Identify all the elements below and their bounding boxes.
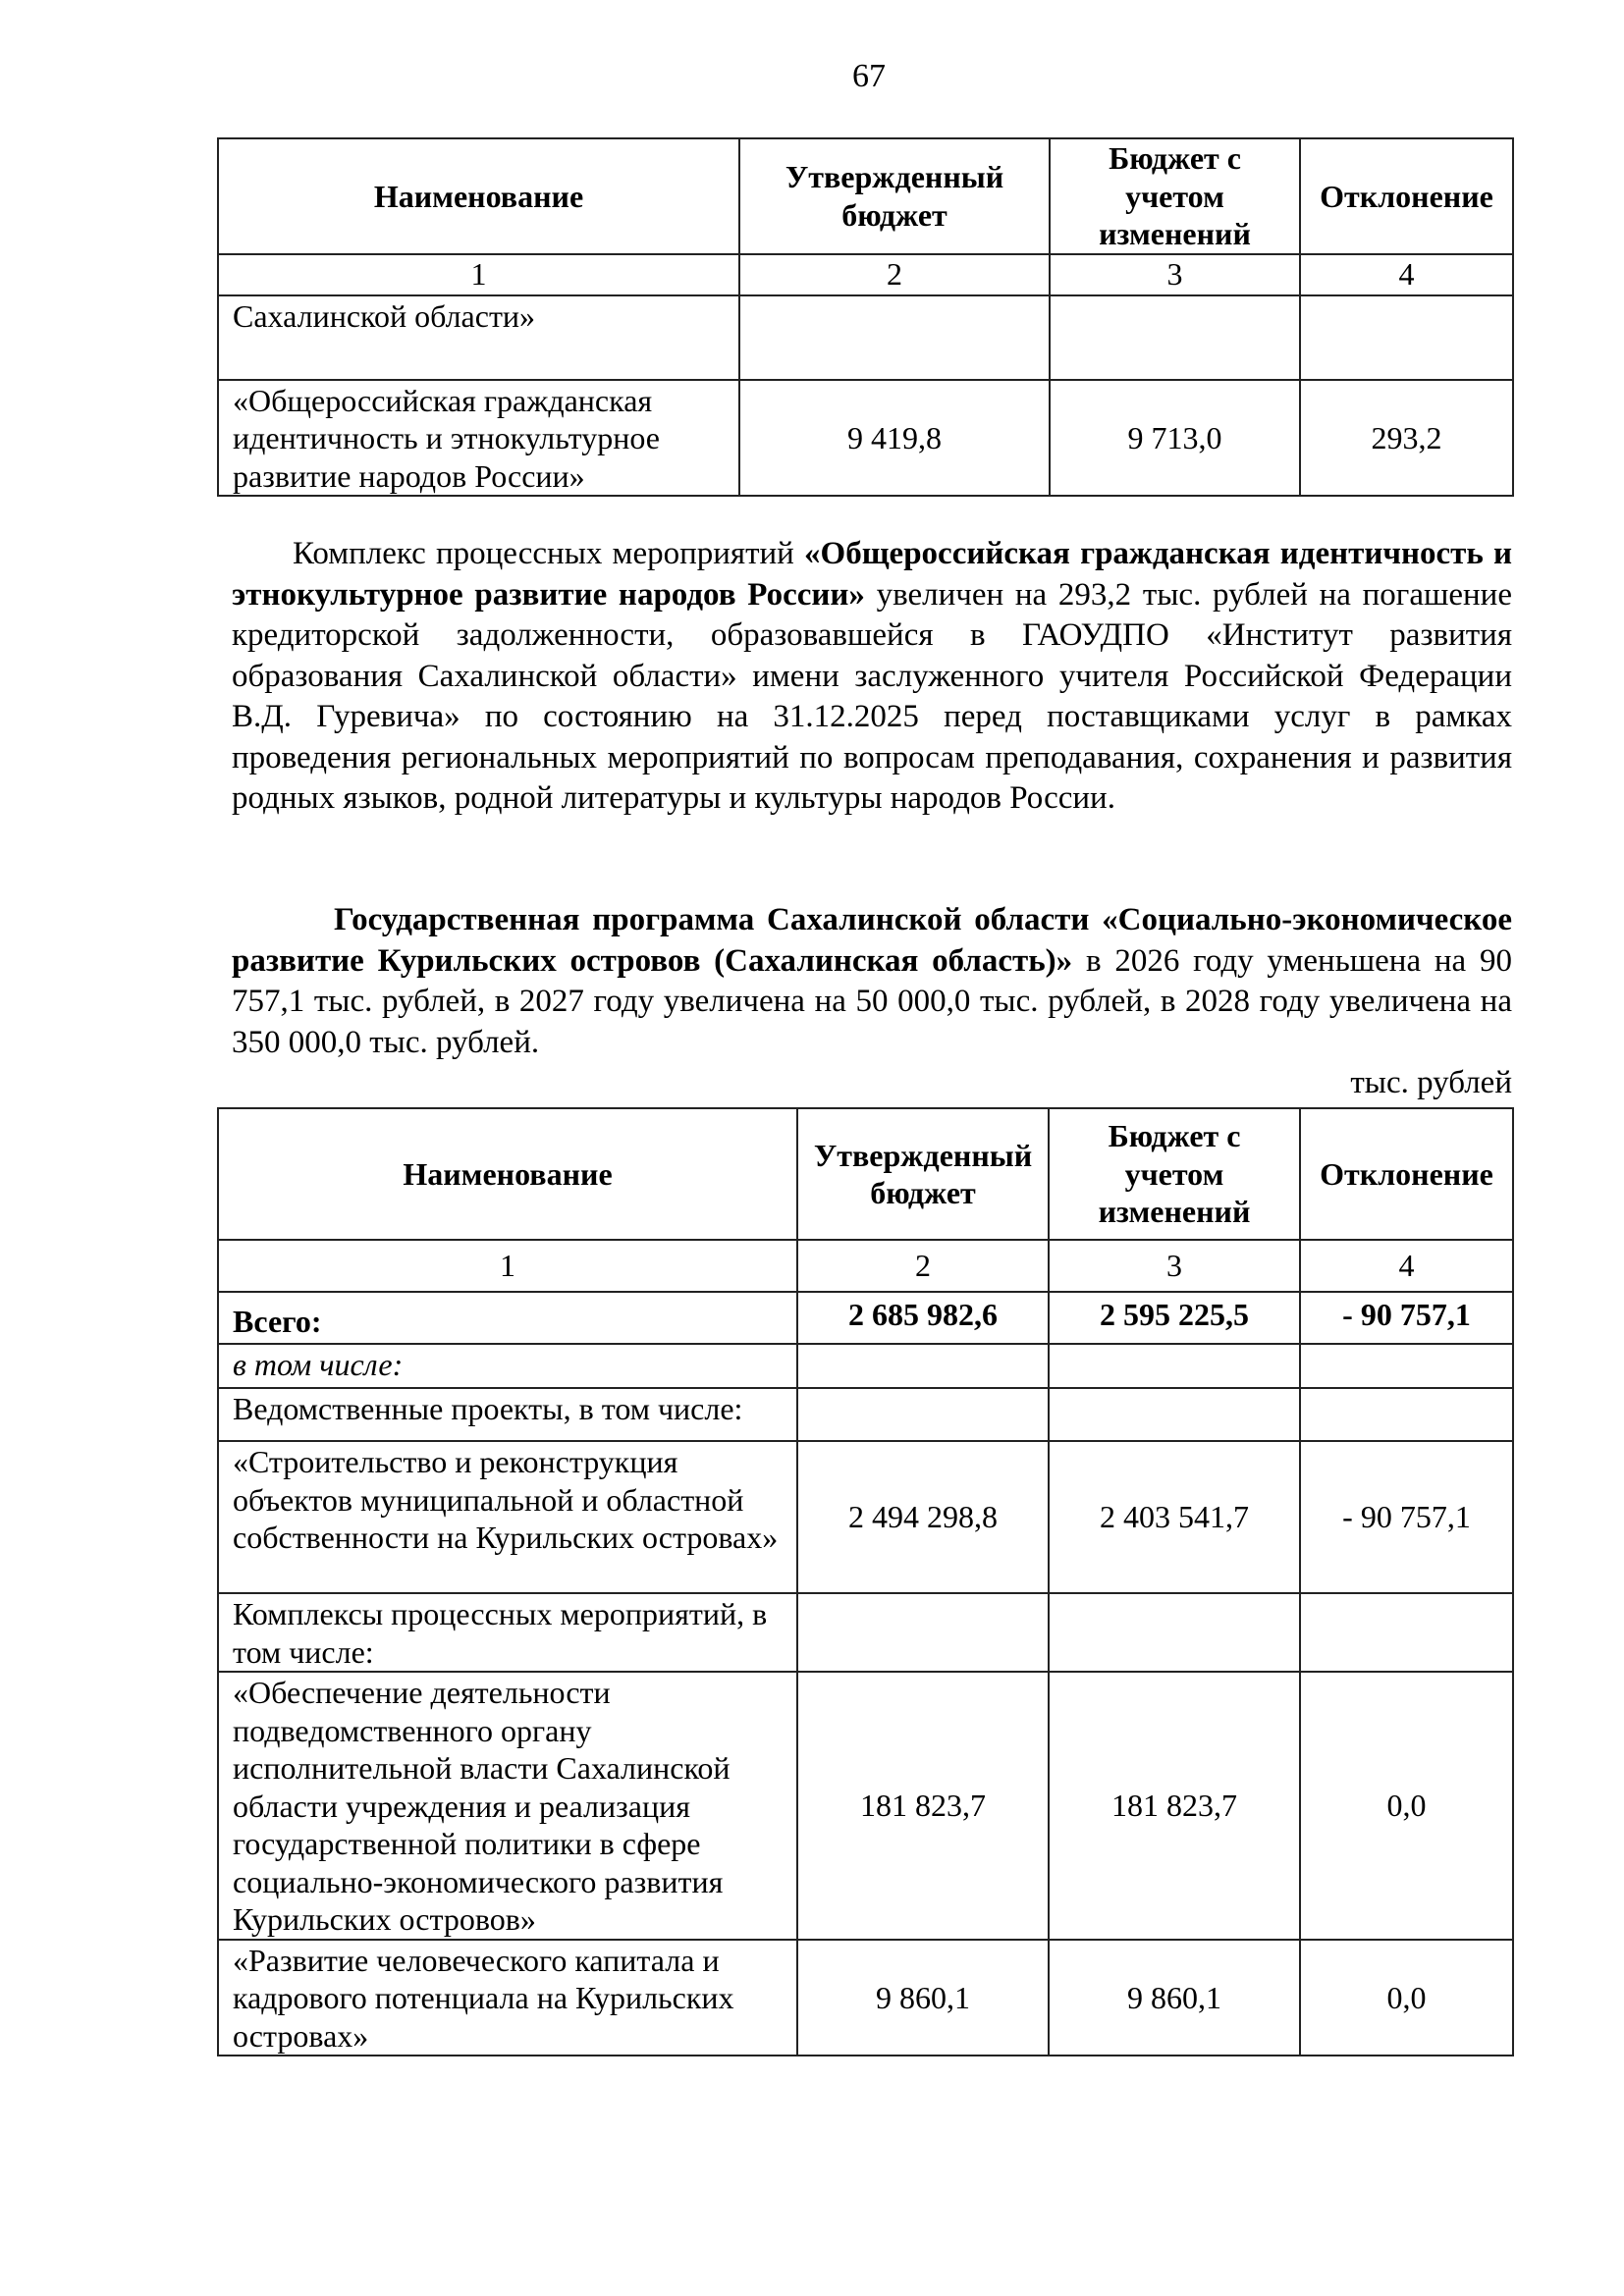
empty-cell <box>1300 1593 1513 1672</box>
row-deviation: 0,0 <box>1300 1672 1513 1940</box>
header-approved-budget: Утвержденный бюджет <box>739 138 1050 254</box>
paragraph-body: увеличен на 293,2 тыс. рублей на погашение кредиторской задолженности, образовавшейся в ГАОУДПО «Институт развития образования Сахалинской области» имени заслуженного учителя Российской Федерации В.Д. Гуревича» по состоянию на 31.12.2025 перед поставщиками услуг в рамках проведения региональных мероприятий по вопросам преподавания, сохранения и развития родных языков, родной литературы и культуры народов России. <box>232 576 1512 816</box>
empty-cell <box>797 1344 1049 1388</box>
row-revised: 9 713,0 <box>1050 380 1300 497</box>
units-label: тыс. рублей <box>1350 1065 1512 1100</box>
col-index-1: 1 <box>218 1240 797 1292</box>
empty-cell <box>1049 1344 1300 1388</box>
paragraph-ethnocultural <box>232 534 1512 820</box>
col-index-1: 1 <box>218 254 739 295</box>
row-revised: 181 823,7 <box>1049 1672 1300 1940</box>
total-deviation: - 90 757,1 <box>1300 1292 1513 1344</box>
header-revised-budget: Бюджет с учетом изменений <box>1050 138 1300 254</box>
table-header-row <box>218 1108 1513 1240</box>
row-name: «Развитие человеческого капитала и кадрового потенциала на Курильских островах» <box>218 1940 797 2056</box>
paragraph-lead: Комплекс процессных мероприятий <box>293 536 805 571</box>
row-deviation <box>1300 295 1513 380</box>
column-index-row <box>218 1240 1513 1292</box>
row-name: «Общероссийская гражданская идентичность и этнокультурное развитие народов России» <box>218 380 739 497</box>
paragraph-body: в 2026 году уменьшена на 90 757,1 тыс. рублей, в 2027 году увеличена на 50 000,0 тыс. рублей, в 2028 году увеличена на 350 000,0 тыс. рублей. <box>232 942 1512 1060</box>
header-name: Наименование <box>218 1108 797 1240</box>
row-revised <box>1050 295 1300 380</box>
total-approved: 2 685 982,6 <box>797 1292 1049 1344</box>
col-index-3: 3 <box>1049 1240 1300 1292</box>
row-name: «Строительство и реконструкция объектов муниципальной и областной собственности на Курильских островах» <box>218 1441 797 1593</box>
empty-cell <box>1300 1388 1513 1441</box>
complexes-row <box>218 1593 1513 1672</box>
table-row <box>218 380 1513 497</box>
paragraph-program-name: «Общероссийская гражданская идентичность и этнокультурное развитие народов России» <box>232 536 1512 613</box>
column-index-row <box>218 254 1513 295</box>
header-revised-budget: Бюджет с учетом изменений <box>1049 1108 1300 1240</box>
budget-table-kuril <box>217 1107 1514 2056</box>
total-label: Всего: <box>218 1292 797 1344</box>
dept-projects-label: Ведомственные проекты, в том числе: <box>218 1388 797 1441</box>
row-deviation: 293,2 <box>1300 380 1513 497</box>
header-name: Наименование <box>218 138 739 254</box>
col-index-2: 2 <box>797 1240 1049 1292</box>
row-deviation: - 90 757,1 <box>1300 1441 1513 1593</box>
col-index-3: 3 <box>1050 254 1300 295</box>
including-row <box>218 1344 1513 1388</box>
header-deviation: Отклонение <box>1300 138 1513 254</box>
row-name: «Обеспечение деятельности подведомственного органу исполнительной власти Сахалинской области учреждения и реализация государственной политики в сфере социально-экономического развития Курильских островов» <box>218 1672 797 1940</box>
table-row <box>218 1441 1513 1593</box>
row-approved <box>739 295 1050 380</box>
col-index-4: 4 <box>1300 1240 1513 1292</box>
table-row <box>218 1940 1513 2056</box>
table-row <box>218 295 1513 380</box>
complexes-label: Комплексы процессных мероприятий, в том числе: <box>218 1593 797 1672</box>
col-index-2: 2 <box>739 254 1050 295</box>
budget-table-ethnocultural <box>217 137 1514 497</box>
page-number: 67 <box>852 58 886 94</box>
header-deviation: Отклонение <box>1300 1108 1513 1240</box>
empty-cell <box>1049 1593 1300 1672</box>
including-label: в том числе: <box>218 1344 797 1388</box>
table-header-row <box>218 138 1513 254</box>
table-row <box>218 1672 1513 1940</box>
total-revised: 2 595 225,5 <box>1049 1292 1300 1344</box>
header-approved-budget: Утвержденный бюджет <box>797 1108 1049 1240</box>
empty-cell <box>1049 1388 1300 1441</box>
paragraph-program-name: Государственная программа Сахалинской области «Социально-экономическое развитие Курильских островов (Сахалинская область)» <box>232 902 1512 979</box>
paragraph-kuril-program <box>232 900 1512 1063</box>
row-approved: 181 823,7 <box>797 1672 1049 1940</box>
empty-cell <box>797 1593 1049 1672</box>
row-approved: 9 419,8 <box>739 380 1050 497</box>
empty-cell <box>1300 1344 1513 1388</box>
row-revised: 9 860,1 <box>1049 1940 1300 2056</box>
row-approved: 9 860,1 <box>797 1940 1049 2056</box>
dept-projects-row <box>218 1388 1513 1441</box>
empty-cell <box>797 1388 1049 1441</box>
row-revised: 2 403 541,7 <box>1049 1441 1300 1593</box>
row-deviation: 0,0 <box>1300 1940 1513 2056</box>
row-approved: 2 494 298,8 <box>797 1441 1049 1593</box>
row-name: Сахалинской области» <box>218 295 739 380</box>
total-row <box>218 1292 1513 1344</box>
col-index-4: 4 <box>1300 254 1513 295</box>
